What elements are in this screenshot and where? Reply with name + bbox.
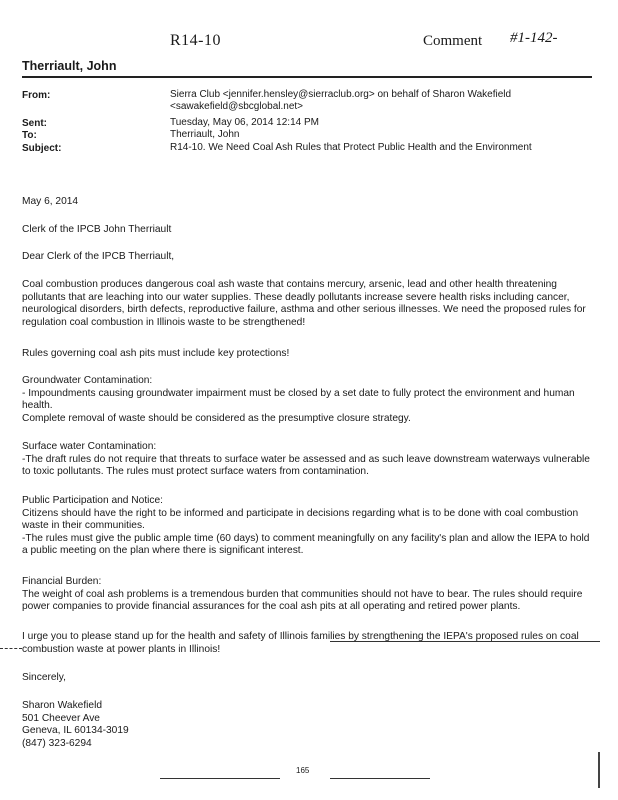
comment-number: #1-142- bbox=[510, 30, 558, 46]
from-value: Sierra Club <jennifer.hensley@sierraclub.org> on behalf of Sharon Wakefield <sawakefield@sbcglobal.net> bbox=[170, 89, 512, 112]
sent-label: Sent: bbox=[22, 118, 47, 129]
closing-request: I urge you to please stand up for the health and safety of Illinois families by strengthening the IEPA's proposed rules on coal combustion waste at power plants in Illinois! bbox=[22, 631, 579, 655]
footer-line-right bbox=[330, 778, 430, 779]
signature-street: 501 Cheever Ave bbox=[22, 712, 100, 724]
signoff: Sincerely, bbox=[22, 672, 66, 683]
intro-paragraph: Coal combustion produces dangerous coal ash waste that contains mercury, arsenic, lead and other health threatening pollutants that are leaching into our water supplies. These deadly pollutants increase severe health risks including cancer, neurological disorders, birth defects, reproductive failure, asthma and other serious illnesses. We need the proposed rules for regulation coal combustion in Illinois waste to be strengthened! bbox=[22, 279, 586, 328]
to-value: Therriault, John bbox=[170, 129, 240, 140]
to-label: To: bbox=[22, 130, 37, 141]
docket-number: R14-10 bbox=[170, 32, 221, 49]
scan-mark-left bbox=[0, 648, 22, 649]
participation-section bbox=[22, 495, 594, 558]
surface-section bbox=[22, 441, 594, 479]
comment-label: Comment bbox=[423, 33, 483, 49]
groundwater-heading: Groundwater Contamination: bbox=[22, 375, 153, 386]
signature-city: Geneva, IL 60134-3019 bbox=[22, 725, 129, 737]
financial-section bbox=[22, 576, 594, 614]
participation-heading: Public Participation and Notice: bbox=[22, 495, 164, 506]
scan-underline bbox=[330, 641, 600, 642]
surface-heading: Surface water Contamination: bbox=[22, 441, 157, 452]
footer-line-left bbox=[160, 778, 280, 779]
participation-point-1: Citizens should have the right to be informed and participate in decisions regarding what is to be done with coal combustion waste in their communities. bbox=[22, 507, 579, 532]
signature-block bbox=[22, 700, 594, 750]
financial-point-1: The weight of coal ash problems is a tremendous burden that communities should not have to bear. The rules should require power companies to provide financial assurances for the coal ash pits at all operating and retired power plants. bbox=[22, 588, 583, 613]
subject-label: Subject: bbox=[22, 143, 62, 154]
groundwater-point-2: Complete removal of waste should be considered as the presumptive closure strategy. bbox=[22, 412, 411, 424]
groundwater-section bbox=[22, 375, 594, 425]
surface-point-1: -The draft rules do not require that threats to surface water be assessed and as such leave downstream waterways vulnerable to toxic pollutants. The rules must protect surface waters from contamination. bbox=[22, 453, 590, 478]
participation-point-2: -The rules must give the public ample time (60 days) to comment meaningfully on any facility's plan and allow the IEPA to hold a public meeting on the plan where there is significant interest. bbox=[22, 532, 590, 557]
from-label: From: bbox=[22, 90, 51, 101]
sent-value: Tuesday, May 06, 2014 12:14 PM bbox=[170, 117, 319, 128]
letter-addressee: Clerk of the IPCB John Therriault bbox=[22, 224, 172, 235]
header-divider bbox=[22, 76, 592, 78]
subject-value: R14-10. We Need Coal Ash Rules that Protect Public Health and the Environment bbox=[170, 142, 532, 153]
letter-date: May 6, 2014 bbox=[22, 196, 79, 207]
financial-heading: Financial Burden: bbox=[22, 576, 102, 587]
page-number: 165 bbox=[296, 766, 310, 775]
sender-name: Therriault, John bbox=[22, 59, 117, 73]
groundwater-point-1: - Impoundments causing groundwater impairment must be closed by a set date to fully protect the environment and human health. bbox=[22, 387, 575, 412]
scan-edge-mark bbox=[598, 752, 600, 788]
protections-line: Rules governing coal ash pits must include key protections! bbox=[22, 348, 290, 359]
letter-salutation: Dear Clerk of the IPCB Therriault, bbox=[22, 251, 175, 262]
signature-name: Sharon Wakefield bbox=[22, 700, 103, 711]
signature-phone: (847) 323-6294 bbox=[22, 737, 92, 749]
